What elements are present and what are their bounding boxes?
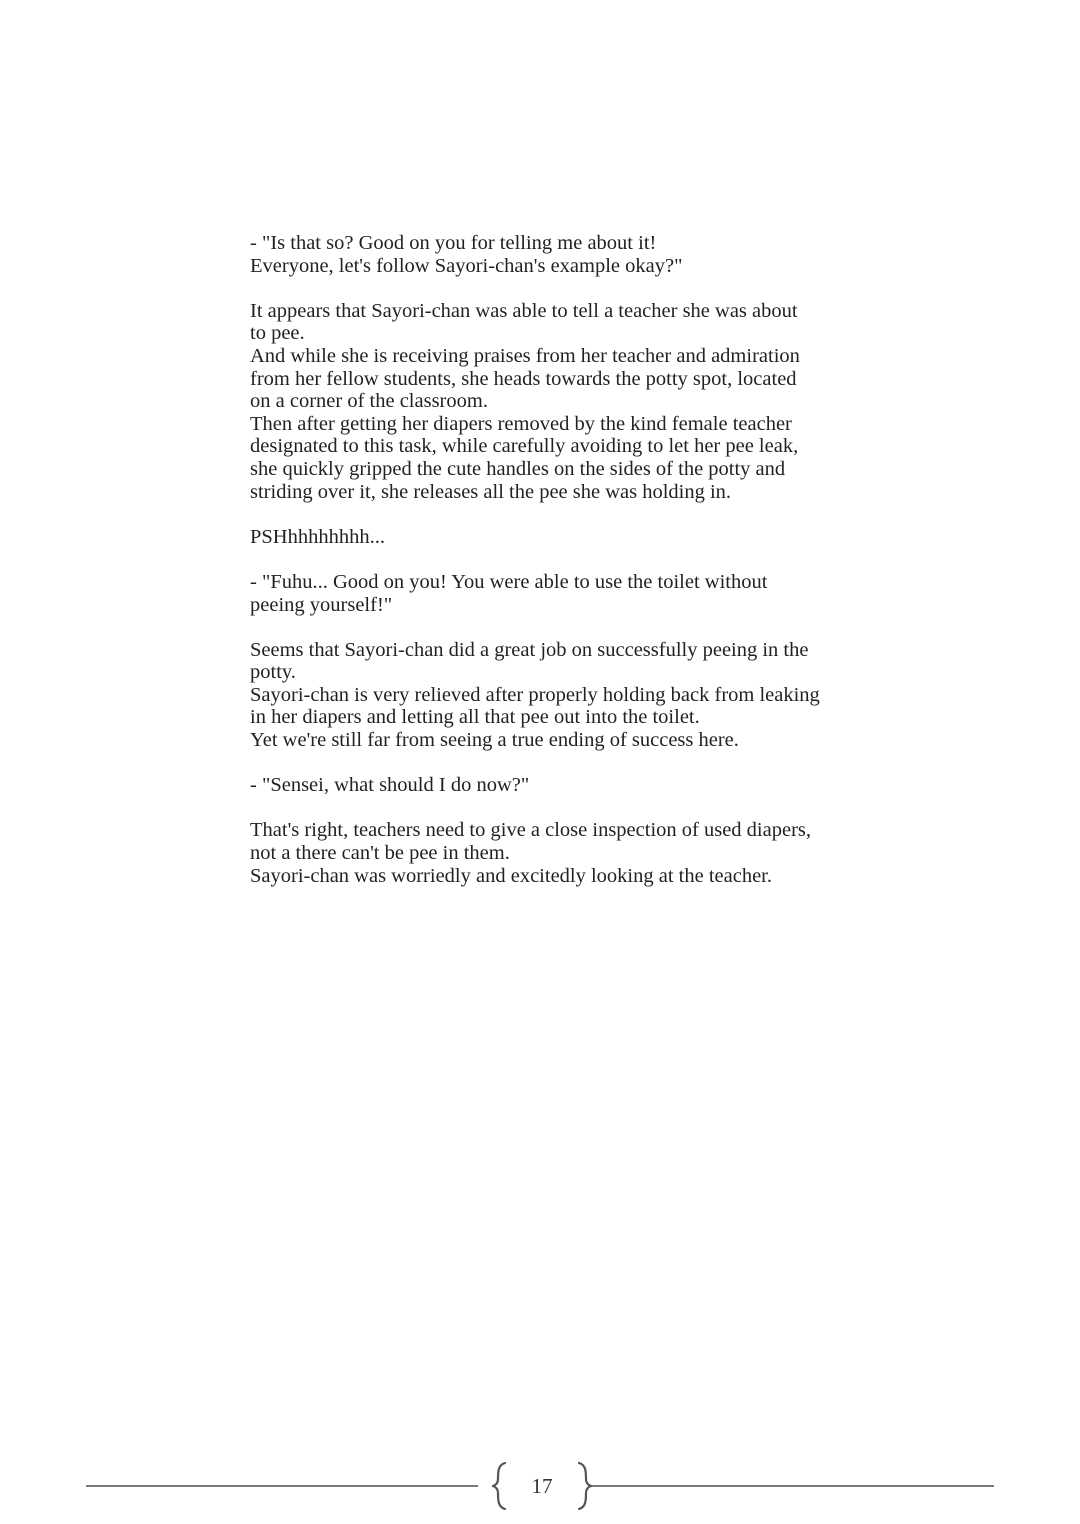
text-line: PSHhhhhhhhh...	[250, 525, 385, 548]
page-body	[250, 232, 890, 910]
text-line: peeing yourself!"	[250, 593, 393, 616]
paragraph-4	[250, 571, 890, 616]
text-line: - "Sensei, what should I do now?"	[250, 774, 530, 797]
footer-rule-right	[592, 1485, 994, 1487]
text-line: in her diapers and letting all that pee out into the toilet.	[250, 706, 700, 729]
text-line: Then after getting her diapers removed by the kind female teacher	[250, 412, 792, 435]
text-line: - "Is that so? Good on you for telling me about it!	[250, 232, 657, 254]
text-line: Yet we're still far from seeing a true ending of success here.	[250, 729, 739, 752]
paragraph-6	[250, 774, 890, 797]
paragraph-1	[250, 232, 890, 277]
page-number: 17	[531, 1474, 553, 1498]
text-line: That's right, teachers need to give a close inspection of used diapers,	[250, 819, 811, 842]
text-line: And while she is receiving praises from her teacher and admiration	[250, 344, 800, 367]
paragraph-2	[250, 300, 890, 503]
text-line: potty.	[250, 661, 296, 684]
page-footer	[86, 1462, 994, 1512]
text-line: Seems that Sayori-chan did a great job on successfully peeing in the	[250, 638, 809, 661]
text-line: she quickly gripped the cute handles on the sides of the potty and	[250, 457, 786, 480]
paragraph-5	[250, 639, 890, 752]
text-line: It appears that Sayori-chan was able to tell a teacher she was about	[250, 299, 798, 322]
paragraph-7	[250, 819, 890, 887]
text-line: on a corner of the classroom.	[250, 390, 488, 413]
text-line: - "Fuhu... Good on you! You were able to use the toilet without	[250, 570, 768, 593]
text-line: to pee.	[250, 322, 305, 345]
text-line: striding over it, she releases all the pee she was holding in.	[250, 480, 732, 503]
paragraph-3	[250, 526, 890, 549]
text-line: Sayori-chan is very relieved after properly holding back from leaking	[250, 683, 820, 706]
text-line: from her fellow students, she heads towards the potty spot, located	[250, 367, 797, 390]
text-line: Everyone, let's follow Sayori-chan's example okay?"	[250, 254, 683, 277]
text-line: Sayori-chan was worriedly and excitedly looking at the teacher.	[250, 864, 772, 887]
text-line: designated to this task, while carefully avoiding to let her pee leak,	[250, 435, 799, 458]
right-brace-icon	[576, 1462, 592, 1510]
footer-rule-left	[86, 1485, 478, 1487]
left-brace-icon	[492, 1462, 508, 1510]
text-line: not a there can't be pee in them.	[250, 842, 510, 865]
